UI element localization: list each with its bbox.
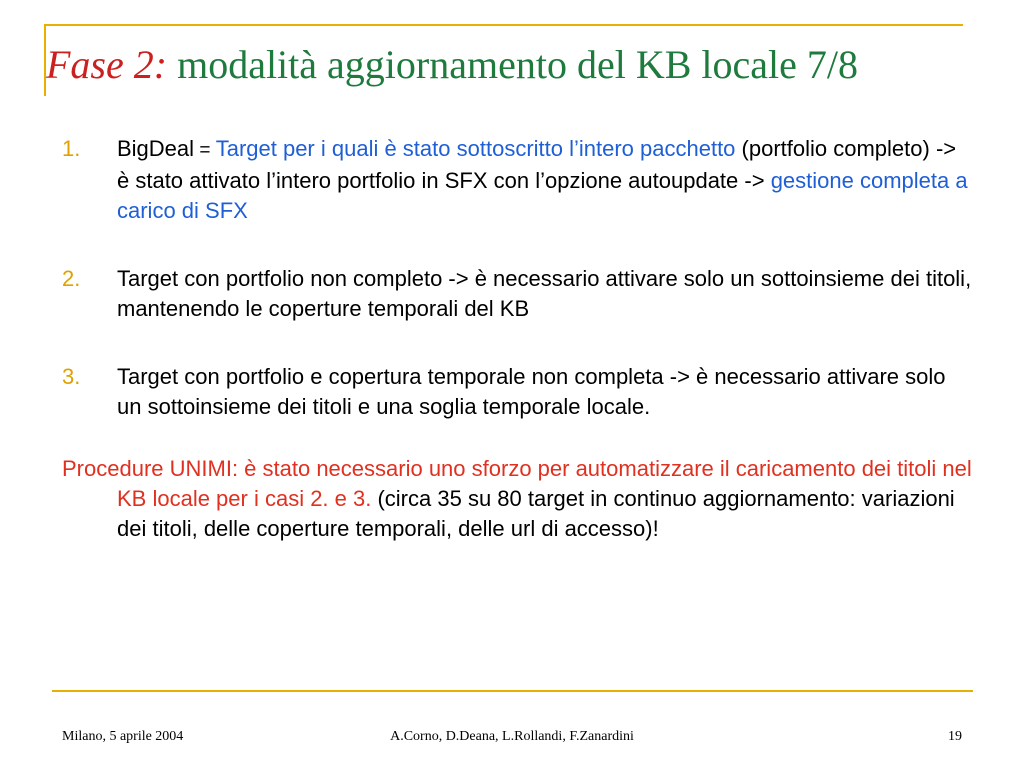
slide-body [62, 134, 972, 544]
equals-sign: = [194, 140, 216, 161]
bigdeal-middle-text: (portfolio completo) -> è stato attivato l’intero portfolio in SFX con l’opzione autoupdate -> [117, 136, 957, 193]
list-text [117, 134, 972, 226]
list-item-3 [62, 362, 972, 422]
procedure-red-text: Procedure UNIMI: è stato necessario uno sforzo per automatizzare il caricamento dei titoli nel KB locale per i casi 2. e 3. [62, 456, 972, 511]
list-item-2 [62, 264, 972, 324]
list-number: 1. [62, 136, 81, 161]
title-phase: Fase 2: [46, 42, 168, 87]
list-text: Target con portfolio e copertura temporale non completa -> è necessario attivare solo un sottoinsieme dei titoli e una soglia temporale locale. [117, 364, 946, 419]
procedure-paragraph [62, 454, 972, 544]
title-main: modalità aggiornamento del KB locale 7/8 [167, 42, 858, 87]
list-number: 2. [62, 266, 81, 291]
footer-authors: A.Corno, D.Deana, L.Rollandi, F.Zanardini [390, 729, 634, 744]
list-item-1 [62, 134, 972, 226]
procedure-black-text: (circa 35 su 80 target in continuo aggiornamento: variazioni dei titoli, delle coperture temporali, delle url di accesso)! [117, 486, 955, 541]
slide-title [46, 40, 976, 90]
title-frame-top-rule [44, 24, 963, 26]
list-text: Target con portfolio non completo -> è necessario attivare solo un sottoinsieme dei titoli, mantenendo le coperture temporali del KB [117, 266, 972, 321]
bigdeal-management-text: gestione completa a carico di SFX [117, 168, 968, 223]
list-number: 3. [62, 364, 81, 389]
footer-date: Milano, 5 aprile 2004 [62, 729, 184, 744]
footer-rule [52, 690, 973, 692]
footer-page-number: 19 [948, 729, 962, 744]
bigdeal-definition: Target per i quali è stato sottoscritto l’intero pacchetto [215, 136, 736, 161]
bigdeal-label: BigDeal [117, 136, 195, 161]
